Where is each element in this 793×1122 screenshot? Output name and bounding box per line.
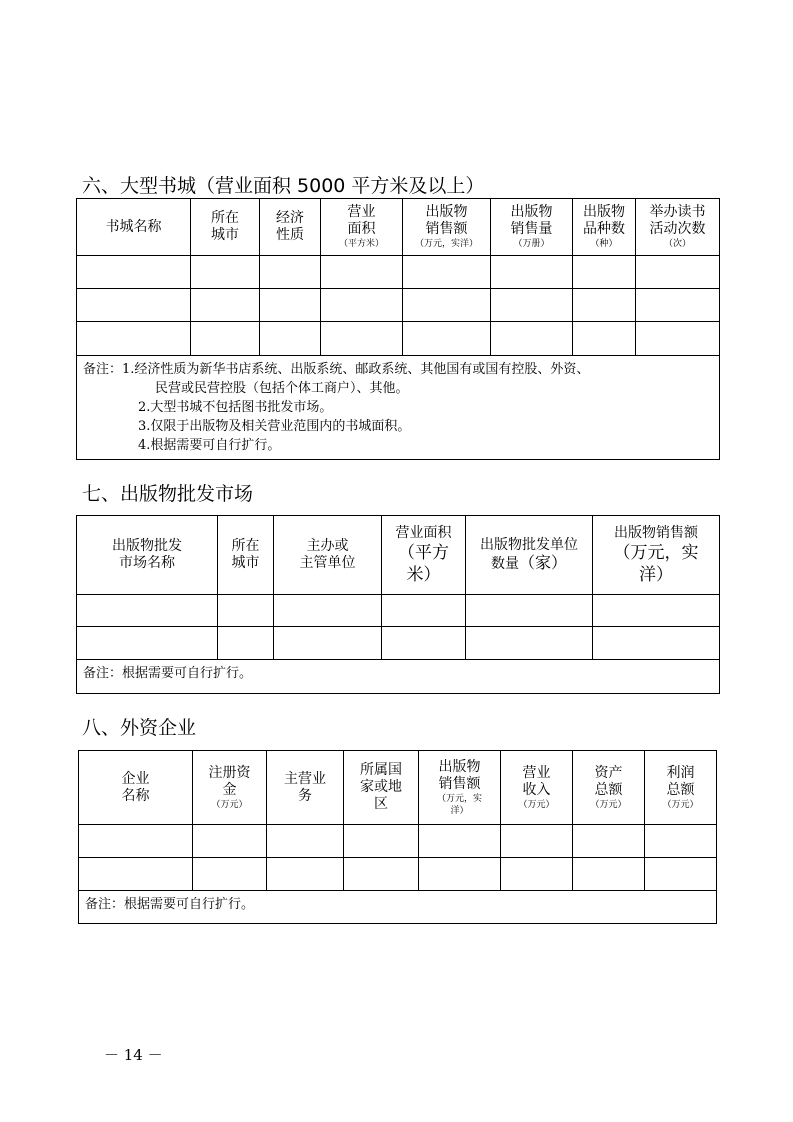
empty-cell[interactable] xyxy=(466,627,593,660)
note-line: 3.仅限于出版物及相关营业范围内的书城面积。 xyxy=(138,418,411,434)
empty-cell[interactable] xyxy=(193,858,267,891)
empty-cell[interactable] xyxy=(218,627,274,660)
col-header: 举办读书 活动次数 （次） xyxy=(636,199,720,256)
col-header: 企业 名称 xyxy=(79,751,193,825)
empty-cell[interactable] xyxy=(573,858,645,891)
wholesale-market-table xyxy=(76,515,720,694)
empty-cell[interactable] xyxy=(403,289,491,322)
foreign-enterprise-table xyxy=(78,750,717,924)
empty-cell[interactable] xyxy=(636,322,720,355)
empty-cell[interactable] xyxy=(491,256,573,289)
empty-cell[interactable] xyxy=(491,289,573,322)
col-header: 主办或 主管单位 xyxy=(274,516,382,595)
table-header-row xyxy=(77,516,720,595)
note-line: 备注：1.经济性质为新华书店系统、出版系统、邮政系统、其他国有或国有控股、外资、 xyxy=(83,361,590,377)
col-header: 所在 城市 xyxy=(191,199,260,256)
empty-cell[interactable] xyxy=(193,825,267,858)
table-header-row xyxy=(79,751,717,825)
empty-cell[interactable] xyxy=(593,595,720,627)
col-header: 所属国 家或地 区 xyxy=(344,751,419,825)
table-row xyxy=(79,825,717,858)
empty-cell[interactable] xyxy=(274,627,382,660)
empty-cell[interactable] xyxy=(77,595,218,627)
empty-cell[interactable] xyxy=(267,825,344,858)
empty-cell[interactable] xyxy=(382,595,466,627)
empty-cell[interactable] xyxy=(344,825,419,858)
empty-cell[interactable] xyxy=(79,825,193,858)
table-row xyxy=(77,595,720,627)
empty-cell[interactable] xyxy=(79,858,193,891)
empty-cell[interactable] xyxy=(501,825,573,858)
section-6-title: 六、大型书城（营业面积 5000 平方米及以上） xyxy=(82,175,485,197)
empty-cell[interactable] xyxy=(636,256,720,289)
col-header: 出版物批发单位 数量（家） xyxy=(466,516,593,595)
empty-cell[interactable] xyxy=(260,322,321,355)
section-8-title: 八、外资企业 xyxy=(82,717,197,739)
empty-cell[interactable] xyxy=(344,858,419,891)
empty-cell[interactable] xyxy=(191,256,260,289)
empty-cell[interactable] xyxy=(645,858,717,891)
empty-cell[interactable] xyxy=(419,858,501,891)
empty-cell[interactable] xyxy=(77,627,218,660)
table-row xyxy=(77,256,720,289)
empty-cell[interactable] xyxy=(419,825,501,858)
empty-cell[interactable] xyxy=(573,322,636,355)
empty-cell[interactable] xyxy=(77,256,191,289)
empty-cell[interactable] xyxy=(77,322,191,355)
col-header: 营业 收入 （万元） xyxy=(501,751,573,825)
empty-cell[interactable] xyxy=(593,627,720,660)
page-number: － 14 － xyxy=(104,1046,163,1064)
empty-cell[interactable] xyxy=(77,289,191,322)
col-header: 所在 城市 xyxy=(218,516,274,595)
col-header: 资产 总额 （万元） xyxy=(573,751,645,825)
notes-row xyxy=(77,660,720,694)
col-header: 经济 性质 xyxy=(260,199,321,256)
col-header: 出版物销售额 （万元，实 洋） xyxy=(593,516,720,595)
col-header: 出版物 销售量 （万册） xyxy=(491,199,573,256)
note-line: 备注：根据需要可自行扩行。 xyxy=(85,897,255,912)
notes-row xyxy=(79,891,717,924)
empty-cell[interactable] xyxy=(191,322,260,355)
section-7-title: 七、出版物批发市场 xyxy=(82,483,254,505)
note-line: 4.根据需要可自行扩行。 xyxy=(138,437,281,453)
empty-cell[interactable] xyxy=(382,627,466,660)
empty-cell[interactable] xyxy=(260,256,321,289)
empty-cell[interactable] xyxy=(403,256,491,289)
table-header-row xyxy=(77,199,720,256)
notes-cell xyxy=(77,660,720,694)
empty-cell[interactable] xyxy=(491,322,573,355)
table-row xyxy=(79,858,717,891)
empty-cell[interactable] xyxy=(218,595,274,627)
col-header: 书城名称 xyxy=(77,199,191,256)
col-header: 出版物 品种数 （种） xyxy=(573,199,636,256)
empty-cell[interactable] xyxy=(645,825,717,858)
table-row xyxy=(77,627,720,660)
notes-row xyxy=(77,355,720,459)
table-row xyxy=(77,289,720,322)
col-header: 主营业 务 xyxy=(267,751,344,825)
empty-cell[interactable] xyxy=(636,289,720,322)
large-bookstore-table xyxy=(76,198,720,460)
empty-cell[interactable] xyxy=(403,322,491,355)
note-line: 民营或民营控股（包括个体工商户）、其他。 xyxy=(155,380,409,396)
empty-cell[interactable] xyxy=(274,595,382,627)
col-header: 利润 总额 （万元） xyxy=(645,751,717,825)
notes-cell xyxy=(79,891,717,924)
col-header: 出版物 销售额 （万元，实 洋） xyxy=(419,751,501,825)
empty-cell[interactable] xyxy=(501,858,573,891)
table-row xyxy=(77,322,720,355)
empty-cell[interactable] xyxy=(573,825,645,858)
col-header: 出版物批发 市场名称 xyxy=(77,516,218,595)
col-header: 营业面积 （平方 米） xyxy=(382,516,466,595)
empty-cell[interactable] xyxy=(267,858,344,891)
empty-cell[interactable] xyxy=(260,289,321,322)
empty-cell[interactable] xyxy=(573,256,636,289)
note-line: 备注：根据需要可自行扩行。 xyxy=(83,666,253,681)
note-line: 2.大型书城不包括图书批发市场。 xyxy=(138,399,333,415)
empty-cell[interactable] xyxy=(191,289,260,322)
empty-cell[interactable] xyxy=(573,289,636,322)
col-header: 出版物 销售额 （万元，实洋） xyxy=(403,199,491,256)
empty-cell[interactable] xyxy=(321,256,403,289)
empty-cell[interactable] xyxy=(321,289,403,322)
notes-cell xyxy=(77,355,720,459)
empty-cell[interactable] xyxy=(466,595,593,627)
col-header: 营业 面积 （平方米） xyxy=(321,199,403,256)
col-header: 注册资 金 （万元） xyxy=(193,751,267,825)
empty-cell[interactable] xyxy=(321,322,403,355)
